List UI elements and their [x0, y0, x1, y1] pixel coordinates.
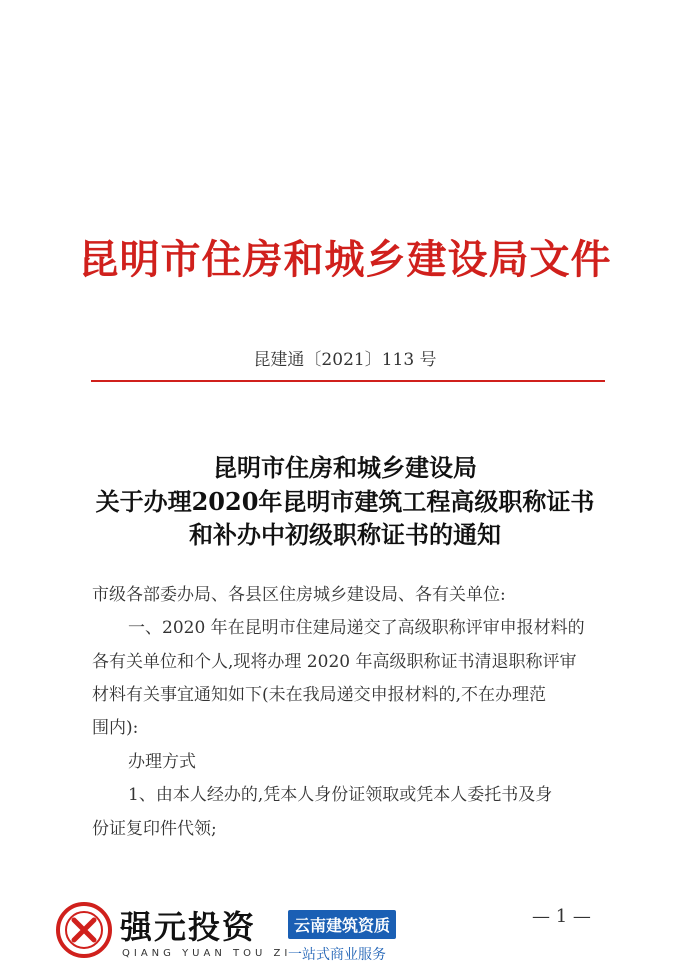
watermark-logo: [56, 900, 396, 970]
method-heading: 办理方式: [128, 752, 196, 772]
paragraph-1-line-4: 围内):: [92, 718, 139, 738]
notice-title-line-3: 和补办中初级职称证书的通知: [189, 520, 501, 549]
notice-title-line-1: 昆明市住房和城乡建设局: [213, 453, 477, 482]
page-number: — 1 —: [532, 906, 591, 927]
document-number: 昆建通〔2021〕113 号: [253, 350, 437, 370]
paragraph-1-line-2: 各有关单位和个人,现将办理 2020 年高级职称证书清退职称评审: [92, 652, 577, 672]
agency-header-title: 昆明市住房和城乡建设局文件: [78, 236, 612, 283]
salutation: 市级各部委办局、各县区住房城乡建设局、各有关单位:: [92, 585, 506, 605]
brand-slogan: 一站式商业服务: [288, 947, 386, 963]
red-divider-line: [91, 380, 605, 382]
notice-title-line-2: 关于办理2020年昆明市建筑工程高级职称证书: [95, 487, 595, 516]
paragraph-1-line-1: 一、2020 年在昆明市住建局递交了高级职称评审申报材料的: [128, 618, 585, 638]
brand-name-en: QIANG YUAN TOU ZI: [122, 948, 292, 959]
qualification-badge: 云南建筑资质: [288, 910, 396, 939]
brand-seal-icon: [56, 902, 112, 958]
paragraph-1-line-3: 材料有关事宜通知如下(未在我局递交申报材料的,不在办理范: [92, 685, 547, 705]
brand-name-cn: 强元投资: [120, 908, 257, 946]
item-1-line-2: 份证复印件代领;: [92, 819, 217, 839]
item-1-line-1: 1、由本人经办的,凭本人身份证领取或凭本人委托书及身: [128, 785, 553, 805]
